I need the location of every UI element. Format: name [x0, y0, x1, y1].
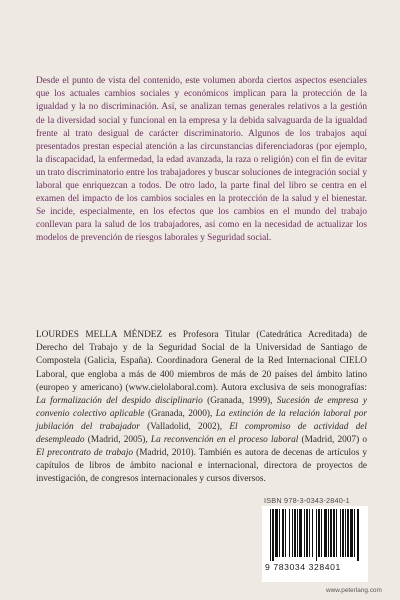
bio-book-title: Sucesión de empresa y convenio colectivo aplicable	[36, 395, 367, 419]
bio-text: LOURDES MELLA MÉNDEZ es Profesora Titular (Catedrática Acreditada) de Derecho del Trabajo y de la Seguridad Social de la Universidad de Santiago de Compostela (Galicia, España). Coordinadora General de la Red Internacional CIELO Laboral, que engloba a más de 400 miembros de más de 20 países del ámbito latino (europeo y americano) (www.cielolaboral.com). Autora exclusiva de seis monografías:	[36, 330, 367, 393]
barcode-digits: 9 783034 328401	[265, 562, 341, 572]
publisher-url: www.peterlang.com	[326, 587, 382, 594]
bio-book-title: El precontrato de trabajo	[36, 448, 134, 459]
barcode-bars-icon	[270, 509, 362, 561]
bio-text: (Granada, 2000),	[144, 408, 216, 419]
bio-text: (Madrid, 2010). También es autora de decenas de artículos y capítulos de libros de ámbito nacional e internacional, directora de proyectos de investigación, de congresos internacionales y cursos diversos.	[36, 448, 367, 485]
book-description: Desde el punto de vista del contenido, este volumen aborda ciertos aspectos esenciales que los actuales cambios sociales y económicos implican para la protección de la igualdad y la no discriminación. Así, se analizan temas generales relativos a la gestión de la diversidad social y funcional en la empresa y la debida salvaguarda de la igualdad frente al trato desigual de carácter discriminatorio. Algunos de los trabajos aquí presentados prestan especial atención a las circunstancias diferenciadoras (por ejemplo, la discapacidad, la enfermedad, la edad avanzada, la raza o religión) con el fin de evitar un trato discriminatorio entre los trabajadores y buscar soluciones de integración social y laboral que enriquezcan a todos. De otro lado, la parte final del libro se centra en el examen del impacto de los cambios sociales en la protección de la salud y el bienestar. Se incide, especialmente, en los efectos que los cambios en el mundo del trabajo conllevan para la salud de los trabajadores, así como en la necesidad de actualizar los modelos de prevención de riesgos laborales y Seguridad social.	[36, 76, 367, 244]
bio-text: (Granada, 1999),	[202, 395, 277, 406]
bio-book-title: La formalización del despido disciplinario	[36, 395, 203, 406]
bio-book-title: La extinción de la relación laboral por jubilación del trabajador	[36, 408, 367, 432]
isbn-label: ISBN 978-3-0343-2840-1	[264, 496, 350, 505]
bio-book-title: El compromiso de actividad del desempleado	[36, 421, 368, 446]
barcode	[262, 506, 368, 582]
bio-text: (Valladolid, 2002),	[139, 421, 230, 432]
bio-book-title: La reconvención en el proceso laboral	[150, 435, 299, 446]
bio-text: (Madrid, 2007) o	[298, 435, 368, 446]
bio-text: (Madrid, 2005),	[84, 435, 151, 446]
author-biography	[36, 329, 367, 486]
